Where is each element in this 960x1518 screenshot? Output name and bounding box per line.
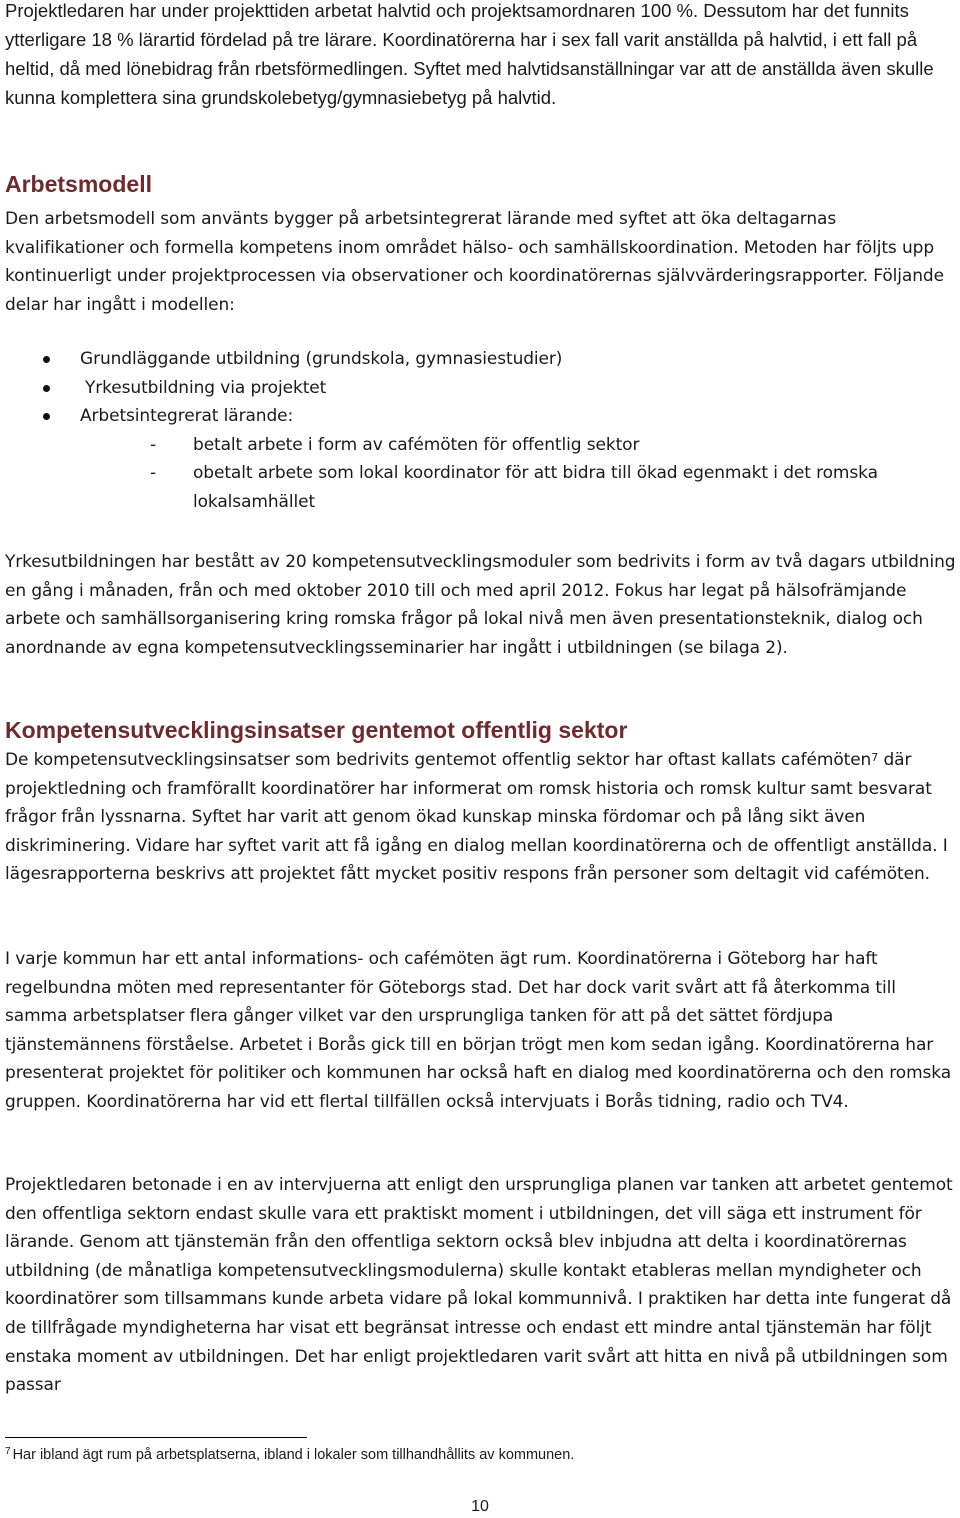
arbetsmodell-paragraph: Den arbetsmodell som använts bygger på arbetsintegrerat lärande med syftet att öka deltagarnas kvalifikationer och formella kompetens inom området hälso- och samhällskoordination. Metoden har följts upp kontinuerligt under projektprocessen via observationer och koordinatörernas självvärderingsrapporter. Följande delar har ingått i modellen: [5, 209, 944, 315]
footnote-reference[interactable]: 7 [871, 751, 879, 764]
kompetens-paragraph-1 [5, 746, 960, 889]
dash-marker: - [150, 434, 157, 455]
dash-marker: - [150, 463, 157, 484]
intro-paragraph: Projektledaren har under projekttiden arbetat halvtid och projektsamordnaren 100 %. Dessutom har det funnits ytterligare 18 % lärartid fördelad på tre lärare. Koordinatörerna har i sex fall varit anställda på halvtid, i ett fall på heltid, då med lönebidrag från rbetsförmedlingen. Syftet med halvtidsanställningar var att de anställda även skulle kunna komplettera sina grundskolebetyg/gymnasiebetyg på halvtid. [5, 0, 934, 108]
paragraph-text: De kompetensutvecklingsinsatser som bedrivits gentemot offentlig sektor har oftast kallats cafémöten [5, 750, 872, 770]
model-parts-list [0, 345, 960, 517]
kompetens-paragraph-2: I varje kommun har ett antal informations- och cafémöten ägt rum. Koordinatörerna i Göteborg har haft regelbundna möten med representanter för Göteborgs stad. Det har dock varit svårt att få återkomma till samma arbetsplatser flera gånger vilket var den ursprungliga tanken för att på det sättet fördjupa tjänstemännens förståelse. Arbetet i Borås gick till en början trögt men kom sedan igång. Koordinatörerna har presenterat projektet för politiker och kommunen har också haft en dialog med koordinatörerna och den romska gruppen. Koordinatörerna har vid ett flertal tillfällen också intervjuats i Borås tidning, radio och TV4. [5, 949, 952, 1112]
footnote-divider [5, 1437, 307, 1438]
list-item [0, 402, 960, 431]
heading-arbetsmodell: Arbetsmodell [5, 171, 152, 197]
list-item-text: Grundläggande utbildning (grundskola, gymnasiestudier) [80, 349, 563, 369]
paragraph-text: där projektledning och framförallt koordinatörer har informerat om romsk historia och romsk kultur samt besvarat frågor från lyssnarna. Syftet har varit att genom ökad kunskap minska fördomar och på lång sikt även diskriminering. Vidare har syftet varit att få igång en dialog mellan koordinatörerna och de offentligt anställda. I lägesrapporterna beskrivs att projektet fått mycket positiv respons från personer som deltagit vid cafémöten. [5, 750, 948, 885]
sub-list-item [0, 459, 960, 516]
sub-list-item-text: obetalt arbete som lokal koordinator för att bidra till ökad egenmakt i det romska lokalsamhället [193, 463, 878, 512]
list-item-text: Arbetsintegrerat lärande: [80, 406, 294, 427]
footnote-number: 7 [5, 1446, 11, 1457]
sub-list-item [0, 431, 960, 460]
footnote [5, 1447, 574, 1463]
kompetens-paragraph-3: Projektledaren betonade i en av intervjuerna att enligt den ursprungliga planen var tanken att arbetet gentemot den offentliga sektorn endast skulle vara ett praktiskt moment i utbildningen, det vill säga ett instrument för lärande. Genom att tjänstemän från den offentliga sektorn också blev inbjudna att delta i koordinatörernas utbildning (de månatliga kompetensutvecklingsmodulerna) skulle kontakt etableras mellan myndigheter och koordinatörer som tillsammans kunde arbeta vidare på lokal kommunnivå. I praktiken har detta inte fungerat då de tillfrågade myndigheterna har visat ett begränsat intresse och endast ett mindre antal tjänstemän har följt enstaka moment av utbildningen. Det har enligt projektledaren varit svårt att hitta en nivå på utbildningen som passar [5, 1175, 953, 1396]
list-item [0, 374, 960, 403]
footnote-text: Har ibland ägt rum på arbetsplatserna, ibland i lokaler som tillhandhållits av kommunen. [12, 1447, 575, 1463]
bullet-icon [43, 356, 50, 363]
heading-kompetensutveckling: Kompetensutvecklingsinsatser gentemot offentlig sektor [5, 717, 628, 743]
list-item [0, 345, 960, 374]
page-number: 10 [471, 1498, 489, 1515]
list-item-text: Yrkesutbildning via projektet [85, 377, 327, 398]
bullet-icon [43, 413, 50, 420]
yrkesutbildning-paragraph: Yrkesutbildningen har bestått av 20 kompetensutvecklingsmoduler som bedrivits i form av två dagars utbildning en gång i månaden, från och med oktober 2010 till och med april 2012. Fokus har legat på hälsofrämjande arbete och samhällsorganisering kring romska frågor på lokal nivå men även presentationsteknik, dialog och anordnande av egna kompetensutvecklingsseminarier har ingått i utbildningen (se bilaga 2). [5, 552, 956, 658]
sub-list-item-text: betalt arbete i form av cafémöten för offentlig sektor [193, 434, 640, 455]
bullet-icon [43, 385, 50, 392]
